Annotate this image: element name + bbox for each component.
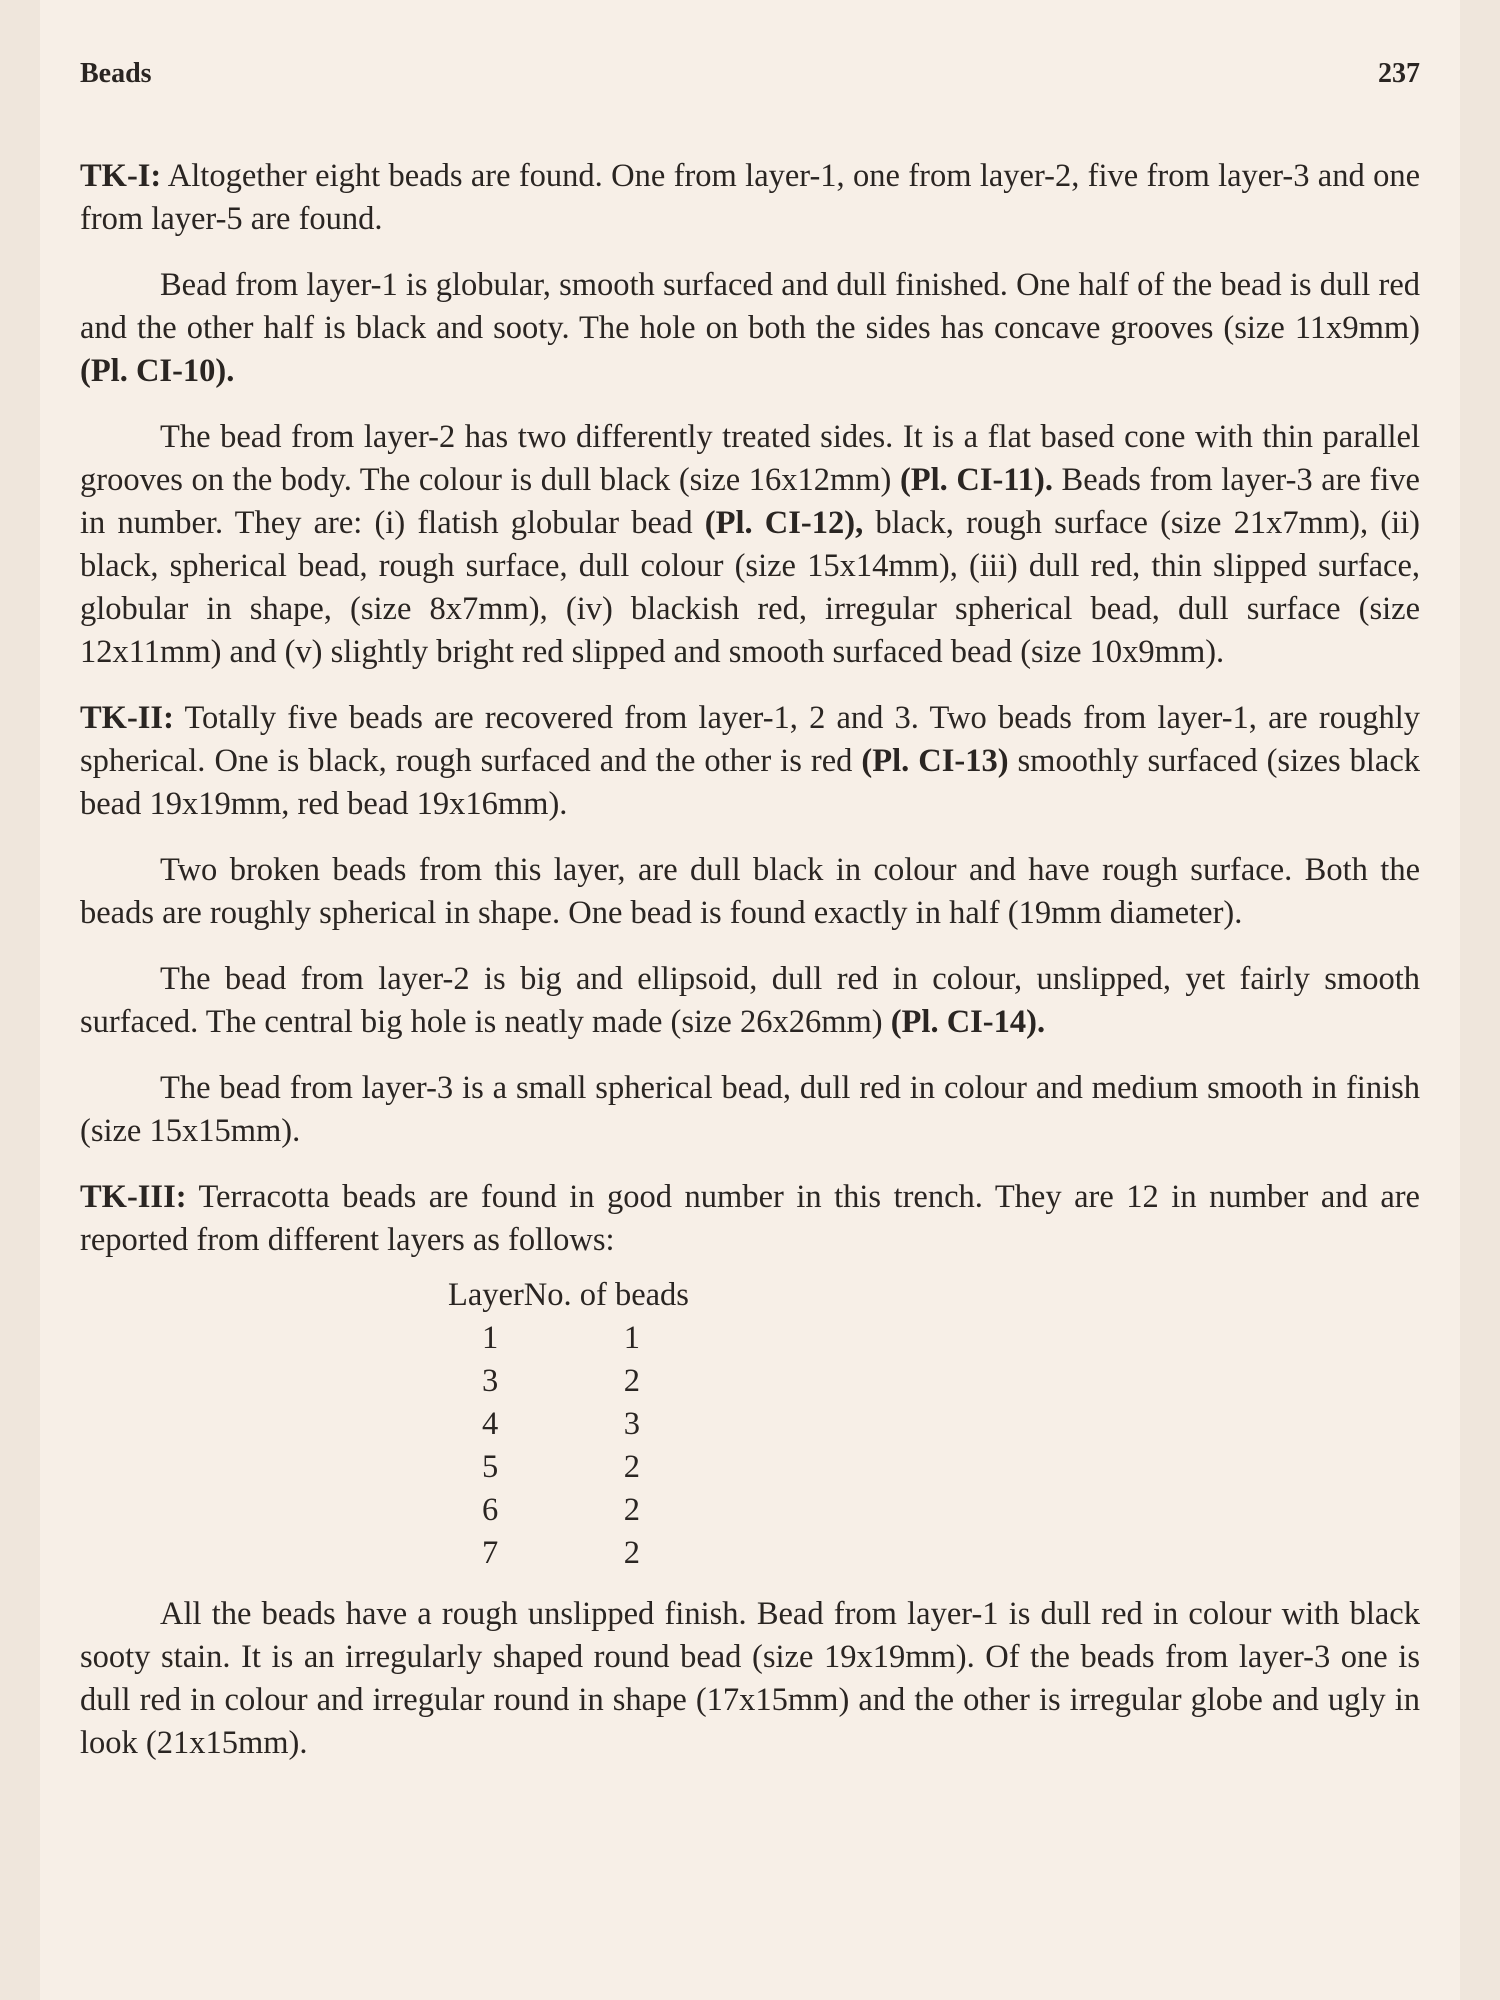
tk1-p2-text-c: black, rough surface (size 21x7mm), (ii) black, spherical bead, rough surface, dull colour (size 15x14mm), (iii) dull red, thin slipped surface, globular in shape, (size 8x7mm), (iv) blackish red, irregular spherical bead, dull surface (size 12x11mm) and (v) slightly bright red slipped and smooth surfaced bead (size 10x9mm).	[80, 505, 1420, 670]
tk1-label: TK-I:	[80, 158, 162, 194]
layer-cell: 5	[482, 1449, 499, 1485]
plate-ref: (Pl. CI-11).	[899, 462, 1053, 498]
tk3-intro-text: Terracotta beads are found in good number in this trench. They are 12 in number and are reported from different layers as follows:	[80, 1179, 1420, 1258]
tk2-paragraph-3: The bead from layer-3 is a small spherical bead, dull red in colour and medium smooth in finish (size 15x15mm).	[80, 1070, 1420, 1149]
tk2-intro-text-a: Totally five beads are recovered from layer-1, 2 and 3. Two beads from layer-1, are roughly spherical. One is black, rough surfaced and the other is red	[80, 700, 1420, 779]
count-cell: 2	[623, 1363, 641, 1399]
tk2-intro-text-b: smoothly surfaced (sizes black bead 19x19mm, red bead 19x16mm).	[80, 743, 1421, 822]
layer-cell: 3	[482, 1363, 499, 1399]
count-cell: 3	[623, 1406, 641, 1442]
body-text	[80, 155, 1420, 1788]
tk1-intro	[80, 155, 1420, 241]
tk2-label: TK-II:	[80, 700, 174, 736]
tk2-paragraph-1: Two broken beads from this layer, are dull black in colour and have rough surface. Both the beads are roughly spherical in shape. One bead is found exactly in half (19mm diameter).	[80, 852, 1420, 931]
tk2-intro	[80, 697, 1420, 826]
tk3-intro	[80, 1176, 1420, 1262]
layer-cell: 7	[482, 1535, 499, 1571]
count-cell: 2	[623, 1492, 641, 1528]
plate-ref: (Pl. CI-14).	[890, 1004, 1046, 1040]
table-row	[80, 1446, 804, 1489]
tk3-paragraph-1: All the beads have a rough unslipped finish. Bead from layer-1 is dull red in colour with black sooty stain. It is an irregularly shaped round bead (size 19x19mm). Of the beads from layer-3 one is dull red in colour and irregular round in shape (17x15mm) and the other is irregular globe and ugly in look (21x15mm).	[80, 1596, 1420, 1761]
count-cell: 2	[623, 1535, 641, 1571]
table-row	[80, 1317, 804, 1360]
table-row	[80, 1489, 804, 1532]
count-cell: 2	[623, 1449, 641, 1485]
tk3-label: TK-III:	[80, 1179, 187, 1215]
table-row	[80, 1403, 804, 1446]
tk1-p1-text: Bead from layer-1 is globular, smooth surfaced and dull finished. One half of the bead is dull red and the other half is black and sooty. The hole on both the sides has concave grooves (size 11x9mm)	[80, 267, 1420, 346]
count-cell: 1	[623, 1320, 641, 1356]
layer-cell: 1	[482, 1320, 499, 1356]
tk2-paragraph-2	[80, 958, 1420, 1044]
tk1-p2-text-a: The bead from layer-2 has two differently treated sides. It is a flat based cone with thin parallel grooves on the body. The colour is dull black (size 16x12mm)	[80, 419, 1420, 498]
layer-cell: 6	[482, 1492, 499, 1528]
tk1-paragraph-1	[80, 264, 1420, 393]
tk1-intro-text: Altogether eight beads are found. One from layer-1, one from layer-2, five from layer-3 and one from layer-5 are found.	[80, 158, 1420, 237]
tk1-p2-text-b: Beads from layer-3 are five in number. They are: (i) flatish globular bead	[80, 462, 1420, 541]
page-number: 237	[1378, 58, 1420, 89]
plate-ref: (Pl. CI-10).	[80, 353, 235, 389]
layer-cell: 4	[482, 1406, 499, 1442]
plate-ref: (Pl. CI-13)	[861, 743, 1009, 779]
column-header-count: No. of beads	[523, 1277, 689, 1313]
tk2-p2-text: The bead from layer-2 is big and ellipsoid, dull red in colour, unslipped, yet fairly smooth surfaced. The central big hole is neatly made (size 26x26mm)	[80, 961, 1420, 1040]
plate-ref: (Pl. CI-12),	[704, 505, 864, 541]
running-head	[80, 58, 1420, 98]
table-header-row	[80, 1274, 804, 1317]
table-row	[80, 1532, 804, 1575]
column-header-layer: Layer	[448, 1277, 524, 1313]
layer-count-table	[80, 1274, 804, 1575]
tk1-paragraph-2	[80, 416, 1420, 674]
section-title: Beads	[80, 58, 152, 89]
table-row	[80, 1360, 804, 1403]
